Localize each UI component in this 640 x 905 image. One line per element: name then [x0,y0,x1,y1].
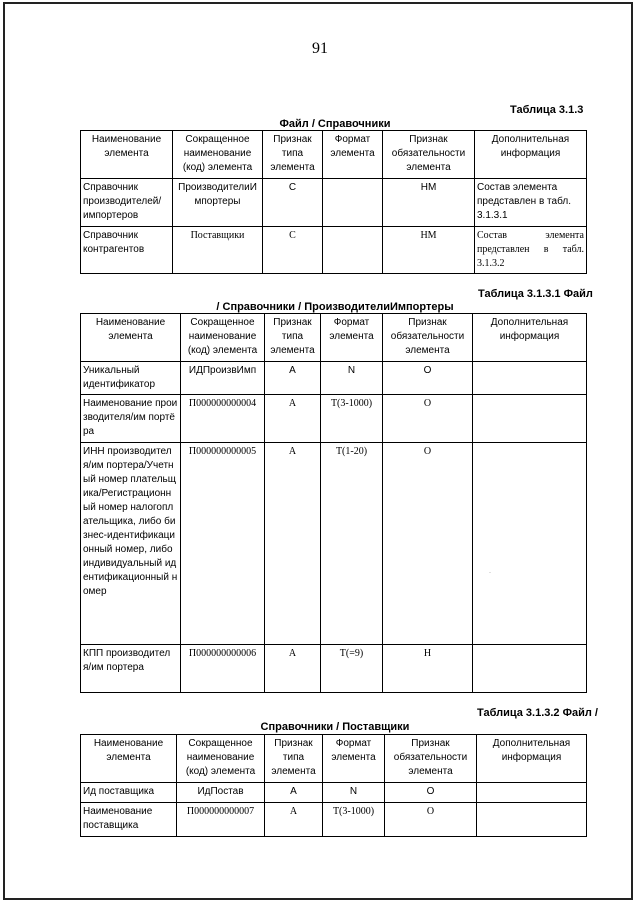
header-type: Признак типа элемента [263,131,323,179]
cell-type: А [265,645,321,693]
table-row [81,395,587,443]
header-format: Формат элемента [323,735,385,783]
cell-format: Т(=9) [321,645,383,693]
cell-required: О [383,395,473,443]
table-row [81,645,587,693]
table-3-1-3 [80,130,587,274]
table-row [81,783,587,803]
cell-name: Справочник производителей/ импортеров [81,179,173,227]
table-3-1-3-2 [80,734,587,837]
cell-info [473,395,587,443]
cell-type: А [265,803,323,837]
cell-info: Состав элемента представлен в табл. 3.1.3.1 [475,179,587,227]
header-type: Признак типа элемента [265,314,321,362]
table-row [81,179,587,227]
table-label: Таблица 3.1.3 [510,104,584,116]
cell-name: КПП производителя/им портера [81,645,181,693]
cell-format [323,227,383,274]
cell-format: N [321,362,383,395]
header-required: Признак обязательности элемента [383,131,475,179]
cell-format: N [323,783,385,803]
table-row [81,362,587,395]
cell-required: О [383,443,473,645]
cell-required: НМ [383,227,475,274]
header-name: Наименование элемента [81,314,181,362]
cell-name: ИНН производителя/им портера/Учетный номер плательщика/Регистрационный номер налогоплательщика, либо бизнес-идентификационный номер, либо индивидуальный идентификационный номер [81,443,181,645]
cell-info: Состав элемента представлен в табл. 3.1.3.2 [475,227,587,274]
cell-required: О [385,783,477,803]
cell-info [473,362,587,395]
table-caption: / Справочники / ПроизводителиИмпортеры [216,301,454,313]
table-label: Таблица 3.1.3.2 Файл / [477,707,598,719]
cell-code: Поставщики [173,227,263,274]
cell-required: НМ [383,179,475,227]
header-info: Дополнительная информация [473,314,587,362]
cell-code: ИДПроизвИмп [181,362,265,395]
table-row [81,803,587,837]
table-row [81,227,587,274]
cell-info [473,443,587,645]
cell-required: Н [383,645,473,693]
cell-type: А [265,362,321,395]
table-row [81,443,587,645]
cell-info [477,803,587,837]
cell-code: П000000000005 [181,443,265,645]
header-required: Признак обязательности элемента [385,735,477,783]
cell-type: А [265,395,321,443]
cell-code: П000000000006 [181,645,265,693]
cell-required: О [385,803,477,837]
cell-name: Уникальный идентификатор [81,362,181,395]
table-header-row [81,314,587,362]
cell-name: Наименование производителя/им портёра [81,395,181,443]
header-type: Признак типа элемента [265,735,323,783]
cell-code: П000000000004 [181,395,265,443]
cell-name: Справочник контрагентов [81,227,173,274]
header-name: Наименование элемента [81,735,177,783]
header-code: Сокращенное наименование (код) элемента [177,735,265,783]
header-info: Дополнительная информация [477,735,587,783]
cell-type: С [263,227,323,274]
table-header-row [81,131,587,179]
cell-type: А [265,783,323,803]
header-code: Сокращенное наименование (код) элемента [181,314,265,362]
table-3-1-3-1 [80,313,587,693]
table-label: Таблица 3.1.3.1 Файл [478,288,593,300]
header-name: Наименование элемента [81,131,173,179]
table-header-row [81,735,587,783]
cell-name: Ид поставщика [81,783,177,803]
table-caption: Файл / Справочники [279,118,391,130]
cell-format [323,179,383,227]
cell-info [473,645,587,693]
cell-info [477,783,587,803]
scan-dot: · [489,570,491,576]
header-format: Формат элемента [321,314,383,362]
cell-required: О [383,362,473,395]
header-format: Формат элемента [323,131,383,179]
cell-type: А [265,443,321,645]
table-caption: Справочники / Поставщики [260,721,410,733]
cell-format: Т(3-1000) [323,803,385,837]
cell-format: Т(1-20) [321,443,383,645]
header-info: Дополнительная информация [475,131,587,179]
cell-code: ПроизводителиИмпортеры [173,179,263,227]
page-number: 91 [312,40,328,57]
header-code: Сокращенное наименование (код) элемента [173,131,263,179]
cell-name: Наименование поставщика [81,803,177,837]
cell-format: Т(3-1000) [321,395,383,443]
header-required: Признак обязательности элемента [383,314,473,362]
cell-code: ИдПостав [177,783,265,803]
cell-type: С [263,179,323,227]
cell-code: П000000000007 [177,803,265,837]
